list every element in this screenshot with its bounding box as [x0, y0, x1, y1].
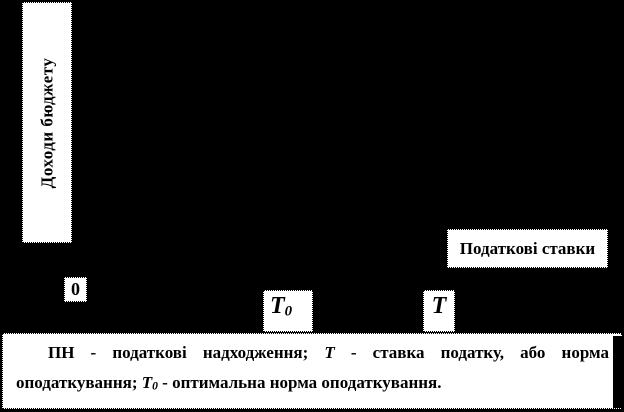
y-axis-title-box	[22, 2, 72, 243]
t0-tick-box	[263, 290, 313, 332]
caption-line-1	[16, 338, 609, 368]
caption-right-black-strip	[613, 336, 622, 408]
caption-text: ПН - податкові надходження;	[48, 343, 325, 362]
origin-label: 0	[71, 279, 80, 299]
x-axis-title-box	[447, 229, 608, 268]
y-axis-title: Доходи бюджету	[37, 57, 56, 188]
caption-line-2	[16, 368, 609, 402]
caption-text: - ставка податку, або норма	[334, 343, 609, 362]
caption-t0-symbol: $Т_0$	[141, 373, 158, 393]
caption-box	[2, 333, 622, 409]
t0-tick-label: $Т_0$	[270, 293, 293, 320]
x-axis-title: Податкові ставки	[459, 238, 596, 258]
caption-text: оподаткування;	[16, 373, 142, 392]
t-tick-label: Т	[431, 293, 447, 319]
t-tick-box	[423, 290, 455, 332]
caption-t-symbol: Т	[324, 343, 335, 362]
caption-text: - оптимальна норма оподаткування.	[157, 373, 442, 392]
origin-label-box	[64, 277, 87, 302]
